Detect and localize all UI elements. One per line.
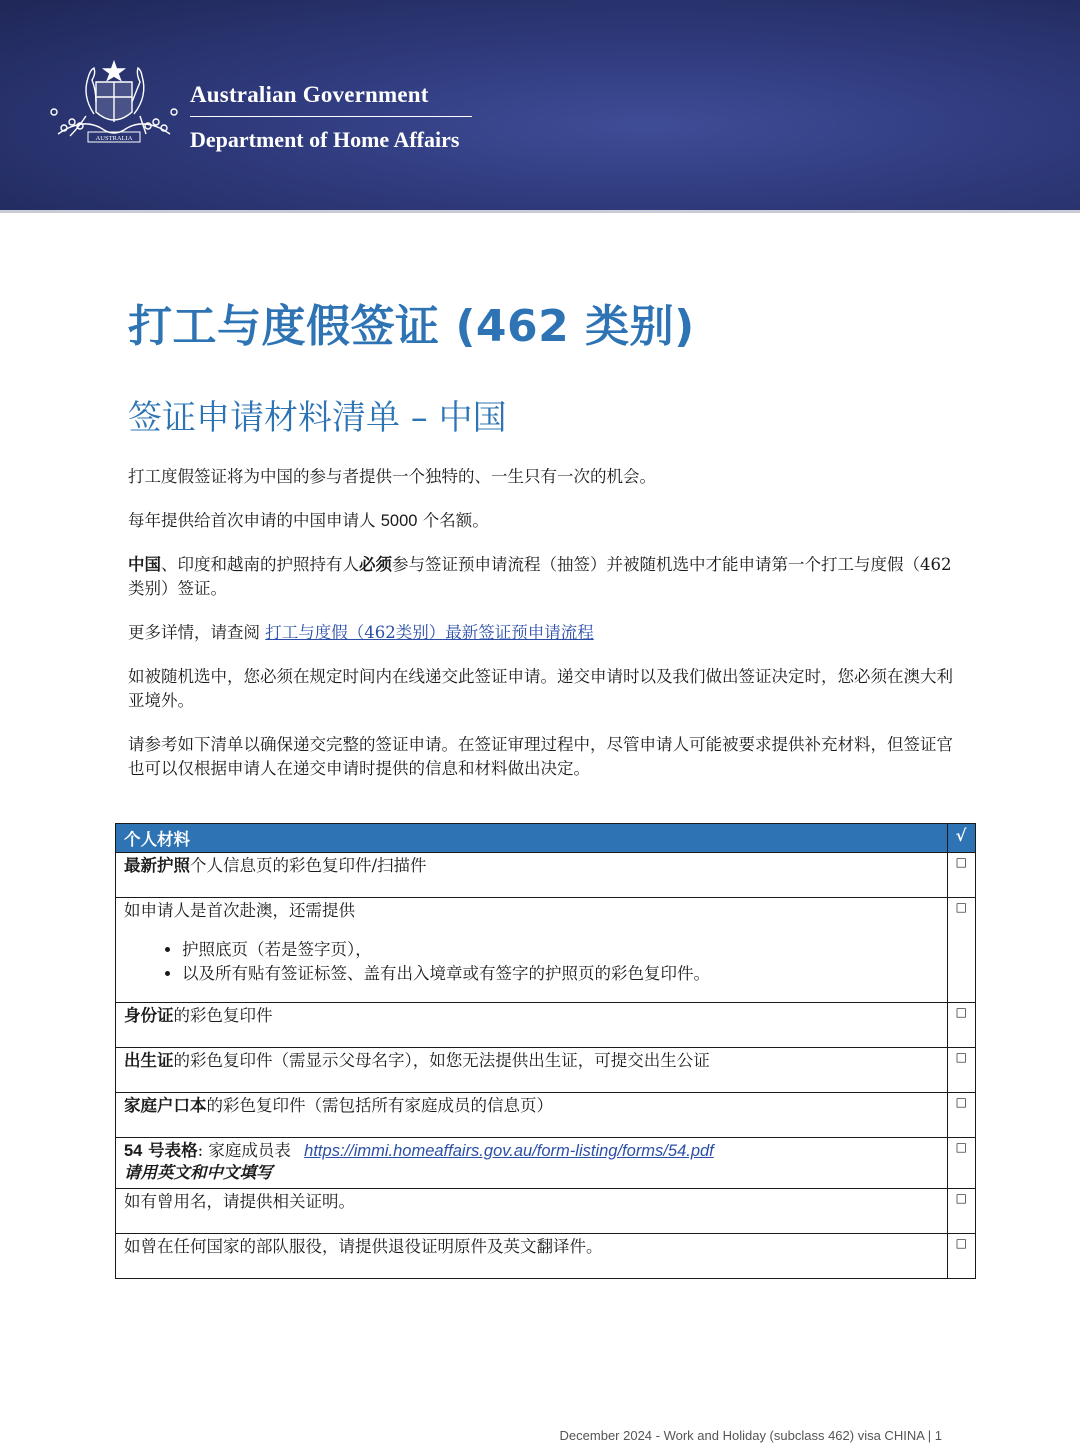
svg-text:AUSTRALIA: AUSTRALIA	[95, 135, 133, 142]
item-bold: 家庭户口本	[124, 1096, 207, 1115]
item-text: 的彩色复印件（需显示父母名字），如您无法提供出生证，可提交出生公证	[173, 1051, 710, 1070]
item-text: : 家庭成员表	[197, 1141, 297, 1160]
item-birth-certificate	[116, 1048, 948, 1093]
list-item: • 以及所有贴有签证标签、盖有出入境章或有签字的护照页的彩色复印件。	[182, 962, 939, 986]
more-info-paragraph	[128, 621, 958, 645]
item-text: 的彩色复印件	[173, 1006, 273, 1025]
item-form-54	[116, 1138, 948, 1189]
checkbox[interactable]: □	[947, 853, 975, 898]
bullet-list	[124, 938, 939, 986]
checklist-intro-paragraph: 请参考如下清单以确保递交完整的签证申请。在签证审理过程中，尽管申请人可能被要求提供补充材料，但签证官也可以仅根据申请人在递交申请时提供的信息和材料做出决定。	[128, 735, 953, 778]
item-bold: 最新护照	[124, 856, 190, 875]
coat-of-arms-icon	[44, 56, 184, 152]
more-info-text: 更多详情，请查阅	[128, 623, 266, 642]
item-bold: 号表格	[142, 1141, 198, 1160]
item-bold: 出生证	[124, 1051, 174, 1070]
item-bold: 身份证	[124, 1006, 174, 1025]
page-title: 打工与度假签证 (462 类别)	[128, 301, 695, 352]
page-subtitle: 签证申请材料清单 – 中国	[128, 398, 507, 438]
table-row	[116, 898, 976, 1003]
header-banner	[0, 0, 1080, 213]
item-text: 如申请人是首次赴澳，还需提供	[124, 901, 355, 920]
checkbox[interactable]: □	[947, 1003, 975, 1048]
item-text: 的彩色复印件（需包括所有家庭成员的信息页）	[206, 1096, 553, 1115]
page-footer: December 2024 - Work and Holiday (subclass 462) visa CHINA | 1	[559, 1428, 942, 1443]
checkbox[interactable]: □	[947, 898, 975, 1003]
item-household-register	[116, 1093, 948, 1138]
table-row	[116, 1138, 976, 1189]
table-header-tick: √	[947, 824, 975, 853]
table-row	[116, 1234, 976, 1279]
quota-text-pre: 每年提供给首次申请的中国申请人	[128, 511, 381, 530]
ballot-text-2: 参与签证预申请流程（抽签）并被随机选中才能申请第一个打工与度假（462类别）签证。	[128, 555, 952, 598]
table-header-row	[116, 824, 976, 853]
form-54-note: 请用英文和中文填写	[124, 1163, 273, 1182]
table-header-personal: 个人材料	[116, 824, 948, 853]
personal-documents-table	[115, 823, 976, 1279]
checkbox[interactable]: □	[947, 1093, 975, 1138]
table-row	[116, 853, 976, 898]
quota-number: 5000	[380, 512, 418, 530]
item-first-visit	[116, 898, 948, 1003]
table-row	[116, 1093, 976, 1138]
item-military-service: 如曾在任何国家的部队服役，请提供退役证明原件及英文翻译件。	[116, 1234, 948, 1279]
item-id-card	[116, 1003, 948, 1048]
selection-paragraph: 如被随机选中，您必须在规定时间内在线递交此签证申请。递交申请时以及我们做出签证决定时，您必须在澳大利亚境外。	[128, 667, 953, 710]
item-former-names: 如有曾用名，请提供相关证明。	[116, 1189, 948, 1234]
checkbox[interactable]: □	[947, 1189, 975, 1234]
form-number: 54	[124, 1142, 143, 1160]
item-text: 个人信息页的彩色复印件/扫描件	[190, 856, 427, 875]
item-passport	[116, 853, 948, 898]
department-name: Department of Home Affairs	[190, 127, 460, 152]
table-row	[116, 1189, 976, 1234]
ballot-bold-china: 中国	[128, 555, 161, 574]
ballot-text-1: 、印度和越南的护照持有人	[161, 555, 359, 574]
quota-paragraph	[128, 509, 958, 533]
list-item: • 护照底页（若是签字页），	[182, 938, 939, 962]
pre-application-process-link[interactable]: 打工与度假（462类别）最新签证预申请流程	[265, 623, 594, 642]
form-54-link[interactable]: https://immi.homeaffairs.gov.au/form-listing/forms/54.pdf	[304, 1142, 714, 1160]
government-wordmark	[190, 82, 472, 153]
checkbox[interactable]: □	[947, 1048, 975, 1093]
ballot-bold-must: 必须	[359, 555, 392, 574]
table-row	[116, 1048, 976, 1093]
checkbox[interactable]: □	[947, 1234, 975, 1279]
government-name: Australian Government	[190, 82, 429, 107]
quota-text-post: 个名额。	[417, 511, 489, 530]
intro-paragraph: 打工度假签证将为中国的参与者提供一个独特的、一生只有一次的机会。	[128, 467, 656, 486]
table-row	[116, 1003, 976, 1048]
wordmark-divider	[190, 116, 472, 117]
checkbox[interactable]: □	[947, 1138, 975, 1189]
document-body	[128, 290, 958, 781]
ballot-paragraph	[128, 553, 958, 601]
